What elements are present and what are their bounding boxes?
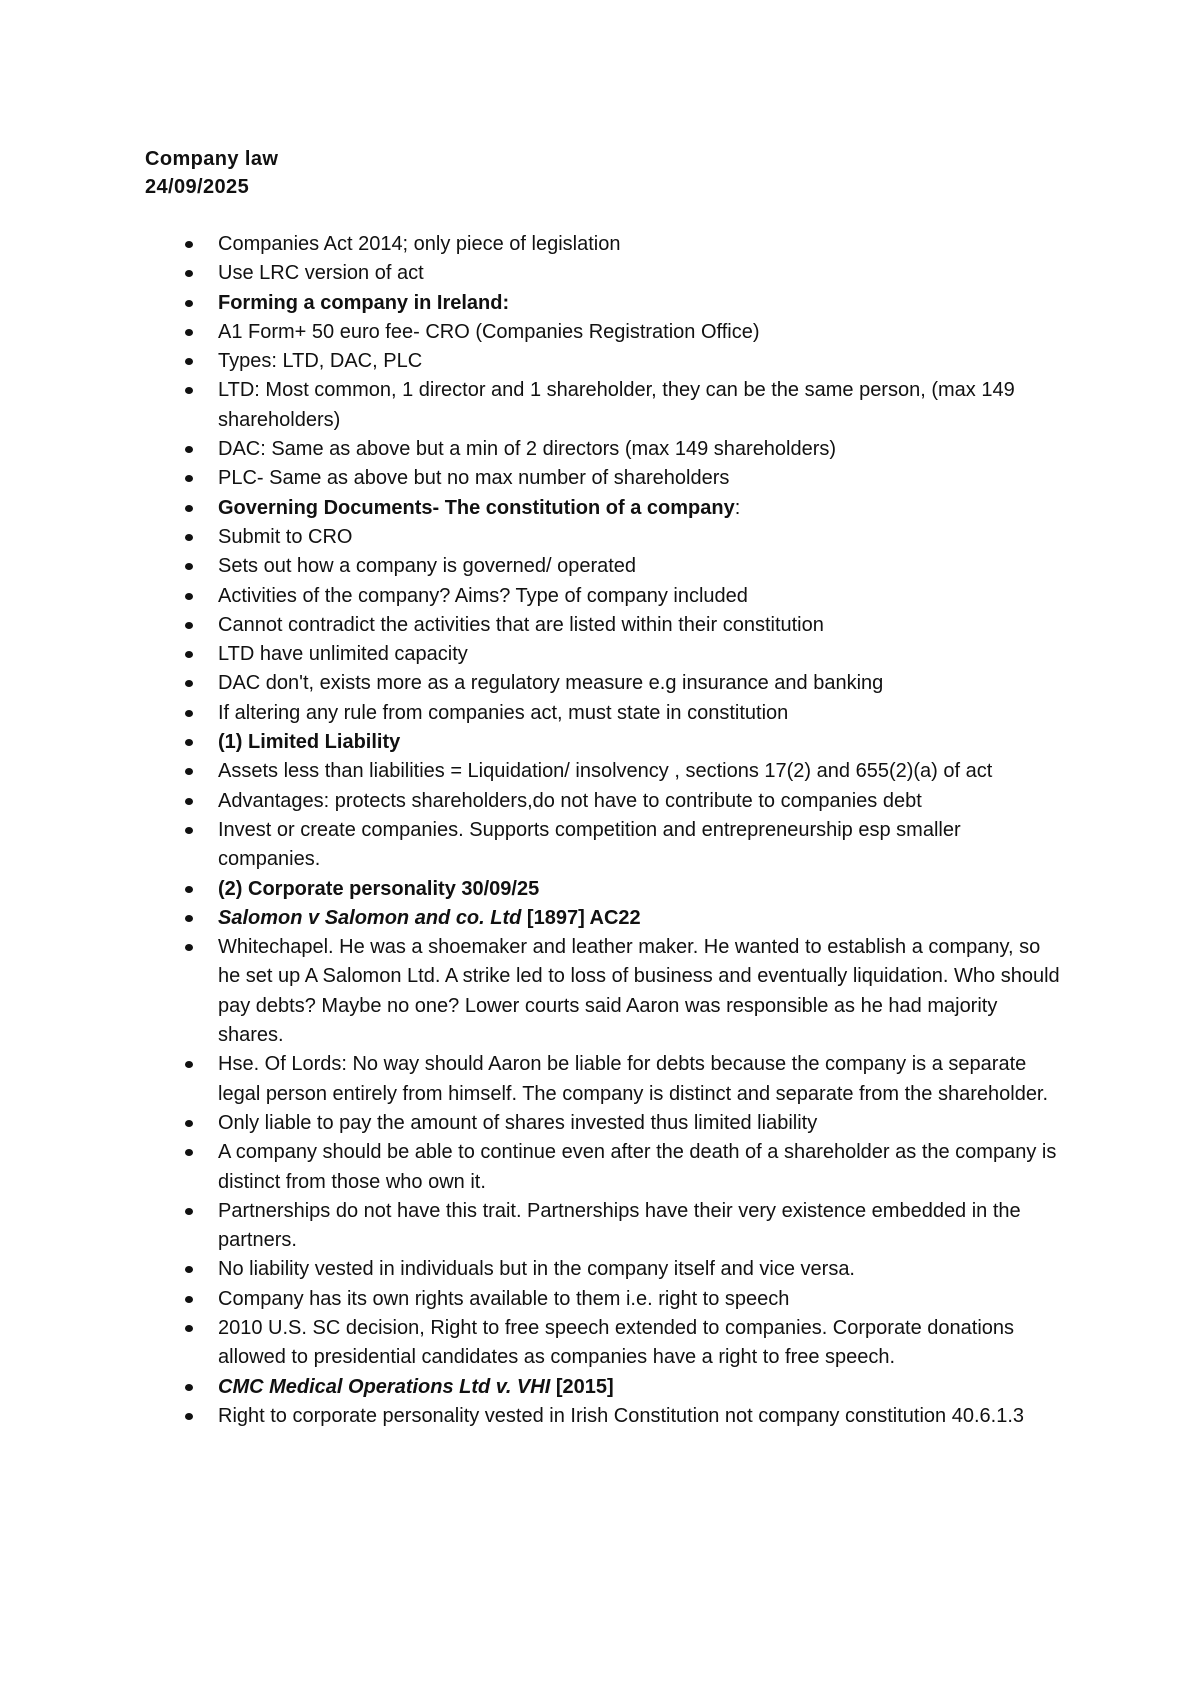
- bullet-icon: [185, 358, 193, 365]
- list-item-text: Use LRC version of act: [218, 262, 424, 285]
- list-item: [180, 787, 1060, 816]
- list-item-text: (2) Corporate personality 30/09/25: [218, 877, 540, 900]
- bullet-icon: [185, 387, 193, 394]
- bullet-icon: [185, 651, 193, 658]
- bullet-icon: [185, 680, 193, 687]
- list-item-text: (1) Limited Liability: [218, 731, 401, 754]
- list-item-text: Companies Act 2014; only piece of legislation: [218, 233, 621, 255]
- bullet-icon: [185, 1149, 193, 1156]
- list-item-text: Activities of the company? Aims? Type of company included: [218, 584, 748, 607]
- list-item: [180, 552, 1060, 581]
- bullet-icon: [185, 1296, 193, 1303]
- list-item: [180, 933, 1060, 1050]
- list-item-text: Only liable to pay the amount of shares invested thus limited liability: [218, 1111, 818, 1134]
- bullet-icon: [185, 1384, 193, 1391]
- document-date: 24/09/2025: [145, 176, 250, 198]
- list-item-text: Cannot contradict the activities that are listed within their constitution: [218, 613, 824, 636]
- bullet-icon: [185, 768, 193, 775]
- list-item-text: DAC: Same as above but a min of 2 directors (max 149 shareholders): [218, 438, 837, 461]
- list-item: [180, 875, 1060, 904]
- list-item: [180, 318, 1060, 347]
- list-item: [180, 1314, 1060, 1373]
- list-item: [180, 1373, 1060, 1402]
- list-item: [180, 640, 1060, 669]
- list-item-text: Types: LTD, DAC, PLC: [218, 350, 423, 373]
- bullet-icon: [185, 739, 193, 746]
- list-item-text: Whitechapel. He was a shoemaker and leather maker. He wanted to establish a company, so he set up A Salomon Ltd. A strike led to loss of business and eventually liquidation. Who should pay debts? Maybe no one? Lower courts said Aaron was responsible as he had majority shares.: [218, 936, 1060, 1047]
- list-item-text: PLC- Same as above but no max number of shareholders: [218, 467, 730, 490]
- list-item-heading: Governing Documents- The constitution of a company: [218, 496, 735, 519]
- list-item-text: Forming a company in Ireland:: [218, 291, 510, 314]
- bullet-icon: [185, 1208, 193, 1215]
- list-item-text: Right to corporate personality vested in Irish Constitution not company constitution 40.6.1.3: [218, 1404, 1025, 1427]
- case-citation: [2015]: [550, 1375, 614, 1398]
- document-header: [145, 145, 278, 201]
- bullet-icon: [185, 710, 193, 717]
- list-item-text: Assets less than liabilities = Liquidation/ insolvency , sections 17(2) and 655(2)(a) of act: [218, 760, 993, 783]
- list-item: [180, 1109, 1060, 1138]
- document-title: Company law: [145, 148, 279, 170]
- list-item: [180, 347, 1060, 376]
- list-item-text: DAC don't, exists more as a regulatory measure e.g insurance and banking: [218, 672, 884, 695]
- bullet-icon: [185, 563, 193, 570]
- list-item: [180, 435, 1060, 464]
- list-item: [180, 904, 1060, 933]
- list-item-text: Sets out how a company is governed/ operated: [218, 555, 637, 578]
- bullet-icon: [185, 944, 193, 951]
- list-item-suffix: :: [734, 496, 741, 519]
- bullet-icon: [185, 915, 193, 922]
- bullet-icon: [185, 241, 193, 248]
- bullet-icon: [185, 505, 193, 512]
- bullet-icon: [185, 1325, 193, 1332]
- bullet-icon: [185, 1413, 193, 1420]
- list-item-text: A1 Form+ 50 euro fee- CRO (Companies Registration Office): [218, 320, 760, 343]
- list-item-text: 2010 U.S. SC decision, Right to free speech extended to companies. Corporate donations allowed to presidential candidates as companies have a right to free speech.: [218, 1316, 1015, 1369]
- list-item: [180, 1050, 1060, 1109]
- bullet-icon: [185, 1061, 193, 1068]
- list-item: [180, 611, 1060, 640]
- list-item: [180, 669, 1060, 698]
- list-item: [180, 230, 1060, 259]
- bullet-icon: [185, 593, 193, 600]
- bullet-icon: [185, 329, 193, 336]
- list-item: [180, 1402, 1060, 1431]
- bullet-icon: [185, 300, 193, 307]
- list-item: [180, 523, 1060, 552]
- bullet-icon: [185, 622, 193, 629]
- list-item: [180, 289, 1060, 318]
- list-item: [180, 728, 1060, 757]
- list-item-text: Advantages: protects shareholders,do not have to contribute to companies debt: [218, 789, 922, 812]
- list-item: [180, 494, 1060, 523]
- bullet-icon: [185, 534, 193, 541]
- bullet-icon: [185, 1266, 193, 1273]
- notes-list: [180, 230, 1060, 1431]
- list-item-text: Invest or create companies. Supports competition and entrepreneurship esp smaller companies.: [218, 818, 961, 871]
- list-item: [180, 582, 1060, 611]
- bullet-icon: [185, 446, 193, 453]
- case-name: Salomon v Salomon and co. Ltd: [218, 906, 522, 929]
- list-item: [180, 1197, 1060, 1256]
- list-item: [180, 757, 1060, 786]
- bullet-icon: [185, 1120, 193, 1127]
- bullet-icon: [185, 886, 193, 893]
- bullet-icon: [185, 798, 193, 805]
- list-item: [180, 816, 1060, 875]
- list-item: [180, 464, 1060, 493]
- list-item: [180, 376, 1060, 435]
- list-item: [180, 259, 1060, 288]
- list-item-text: Company has its own rights available to them i.e. right to speech: [218, 1287, 790, 1310]
- list-item: [180, 1255, 1060, 1284]
- list-item-text: Partnerships do not have this trait. Partnerships have their very existence embedded in the partners.: [218, 1199, 1021, 1252]
- bullet-icon: [185, 475, 193, 482]
- bullet-icon: [185, 270, 193, 277]
- list-item: [180, 699, 1060, 728]
- list-item-text: LTD have unlimited capacity: [218, 643, 468, 666]
- list-item: [180, 1138, 1060, 1197]
- case-name: CMC Medical Operations Ltd v. VHI: [218, 1375, 551, 1398]
- list-item: [180, 1285, 1060, 1314]
- list-item-text: No liability vested in individuals but in the company itself and vice versa.: [218, 1258, 855, 1281]
- list-item-text: A company should be able to continue even after the death of a shareholder as the company is distinct from those who own it.: [218, 1141, 1057, 1193]
- list-item-text: LTD: Most common, 1 director and 1 shareholder, they can be the same person, (max 149 shareholders): [218, 379, 1015, 431]
- case-citation: [1897] AC22: [521, 906, 641, 929]
- list-item-text: Hse. Of Lords: No way should Aaron be liable for debts because the company is a separate legal person entirely from himself. The company is distinct and separate from the shareholder.: [218, 1053, 1049, 1105]
- bullet-icon: [185, 827, 193, 834]
- list-item-text: Submit to CRO: [218, 525, 353, 548]
- list-item-text: If altering any rule from companies act, must state in constitution: [218, 701, 789, 724]
